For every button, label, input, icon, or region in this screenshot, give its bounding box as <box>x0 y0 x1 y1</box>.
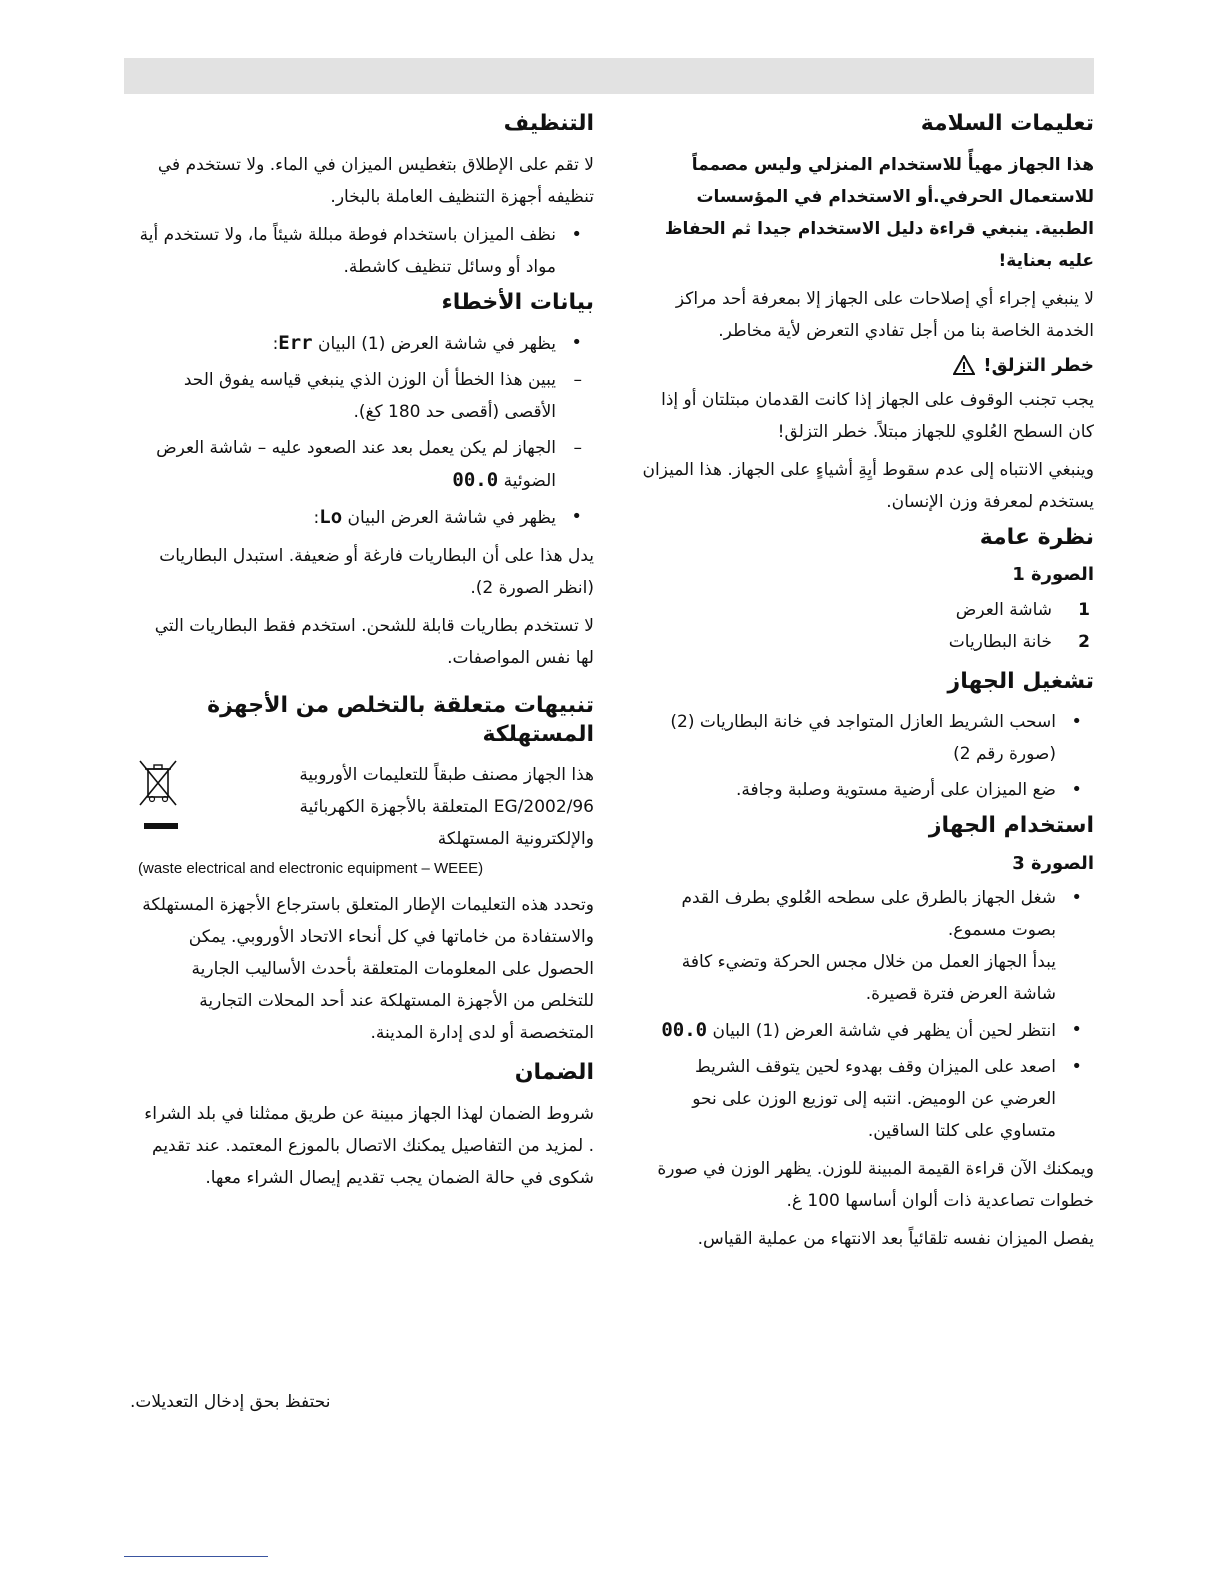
header-bar <box>124 58 1094 94</box>
usage-list <box>640 882 1094 1147</box>
weee-english: (waste electrical and electronic equipment – WEEE) <box>138 860 484 878</box>
errors-title: بيانات الأخطاء <box>441 289 594 315</box>
weee-line-2: 2002/96/EG المتعلقة بالأجهزة الكهربائية <box>299 797 594 818</box>
operation-item: • اسحب الشريط العازل المتواجد في خانة البطاريات (2) (صورة رقم 2) <box>640 706 1094 770</box>
operation-item: • ضع الميزان على أرضية مستوية وصلبة وجافة. <box>640 774 1094 806</box>
overview-item-label: خانة البطاريات <box>948 631 1052 652</box>
errors-list <box>138 327 594 534</box>
lcd-err-display: Err <box>278 332 313 355</box>
footer-note: نحتفظ بحق إدخال التعديلات. <box>130 1392 331 1412</box>
weee-bar <box>144 823 178 829</box>
warning-title-text: خطر التزلق! <box>983 354 1094 376</box>
usage-text-2: يفصل الميزان نفسه تلقائياً بعد الانتهاء من عملية القياس. <box>697 1228 1094 1249</box>
footer-rule <box>124 1556 268 1557</box>
usage-text-1: ويمكنك الآن قراءة القيمة المبينة للوزن. يظهر الوزن في صورة خطوات تصاعدية ذات ألوان أساسها 100 غ. <box>657 1158 1094 1211</box>
error-detail: – يبين هذا الخطأ أن الوزن الذي ينبغي قياسه يفوق الحد الأقصى (أقصى حد 180 كغ). <box>138 364 594 428</box>
weee-line-1: هذا الجهاز مصنف طبقاً للتعليمات الأوروبية <box>299 765 594 786</box>
warning-text-2: وينبغي الانتباه إلى عدم سقوط أيِةِ أشياءٍ على الجهاز. هذا الميزان يستخدم لمعرفة وزن الإنسان. <box>642 459 1094 512</box>
usage-item-1-continued: يبدأ الجهاز العمل من خلال مجس الحركة وتضيء كافة شاشة العرض فترة قصيرة. <box>681 951 1056 1004</box>
operation-title: تشغيل الجهاز <box>947 668 1094 694</box>
lcd-zero-display: 00.0 <box>661 1018 708 1041</box>
overview-item-number: 2 <box>1078 631 1090 652</box>
battery-text: يدل هذا على أن البطاريات فارغة أو ضعيفة. استبدل البطاريات (انظر الصورة 2). <box>159 546 594 599</box>
overview-item <box>640 594 1094 626</box>
weee-block <box>138 759 594 855</box>
weee-text <box>186 759 594 855</box>
error-item: • يظهر في شاشة العرض (1) البيان Err: <box>138 327 594 360</box>
error-detail <box>138 432 594 497</box>
operation-list <box>640 706 1094 806</box>
figure-3-label: الصورة 3 <box>1012 852 1094 874</box>
cleaning-title: التنظيف <box>503 111 594 136</box>
battery-text-2: لا تستخدم بطاريات قابلة للشحن. استخدم فقط البطاريات التي لها نفس المواصفات. <box>154 616 594 669</box>
warning-title <box>640 353 1094 378</box>
lcd-lo-display: Lo <box>319 506 343 529</box>
crossed-bin-icon <box>138 759 178 813</box>
cleaning-item: • نظف الميزان باستخدام فوطة مبللة شيئاً ما، ولا تستخدم أية مواد أو وسائل تنظيف كاشطة. <box>138 219 594 283</box>
disposal-title: تنبيهات متعلقة بالتخلص من الأجهزة المستهلكة <box>207 693 594 747</box>
warranty-title: الضمان <box>514 1060 594 1086</box>
error-item: • يظهر في شاشة العرض البيان Lo: <box>138 501 594 534</box>
overview-title: نظرة عامة <box>979 524 1094 550</box>
weee-line-3: والإلكترونية المستهلكة <box>437 829 594 850</box>
usage-item <box>640 1014 1094 1047</box>
right-column <box>640 110 1094 1261</box>
usage-title: استخدام الجهاز <box>928 813 1094 839</box>
error-item-text: يظهر في شاشة العرض (1) البيان <box>318 334 556 355</box>
safety-title: تعليمات السلامة <box>920 111 1094 136</box>
safety-text: لا ينبغي إجراء أي إصلاحات على الجهاز إلا بمعرفة أحد مراكز الخدمة الخاصة بنا من أجل تفادي التعرض لأية مخاطر. <box>675 288 1094 341</box>
figure-1-label: الصورة 1 <box>1012 564 1094 586</box>
usage-item-1-text: شغل الجهاز بالطرق على سطحه العُلوي بطرف القدم بصوت مسموع. <box>681 887 1056 940</box>
usage-item <box>640 882 1094 1010</box>
usage-item: • اصعد على الميزان وقف بهدوء لحين يتوقف الشريط العرضي عن الوميض. انتبه إلى توزيع الوزن على نحو متساوي على كلتا الساقين. <box>640 1051 1094 1147</box>
left-column <box>138 110 594 1200</box>
error-item-text: يظهر في شاشة العرض البيان <box>347 508 556 529</box>
warning-text-1: يجب تجنب الوقوف على الجهاز إذا كانت القدمان مبتلتان أو إذا كان السطح العُلوي للجهاز مبتلاً. خطر التزلق! <box>661 389 1094 442</box>
usage-item-2-text: انتظر لحين أن يظهر في شاشة العرض (1) البيان <box>712 1020 1056 1041</box>
overview-item-label: شاشة العرض <box>955 599 1052 620</box>
weee-symbol <box>138 759 178 829</box>
disposal-text: وتحدد هذه التعليمات الإطار المتعلق باسترجاع الأجهزة المستهلكة والاستفادة من خاماتها في كل أنحاء الاتحاد الأوروبي. يمكن الحصول على المعلومات المتعلقة بأحدث الأساليب الجارية للتخلص من الأجهزة المستهلكة عند أحد المحلات التجارية المتخصصة أو لدى إدارة المدينة. <box>142 895 594 1044</box>
error-detail-text: الجهاز لم يكن يعمل بعد عند الصعود عليه – شاشة العرض الضوئية <box>156 438 556 492</box>
lcd-zero-display: 00.0 <box>452 469 499 492</box>
overview-item <box>640 626 1094 658</box>
warning-icon <box>953 355 975 375</box>
safety-bold-text: هذا الجهاز مهيأً للاستخدام المنزلي وليس مصمماً للاستعمال الحرفي.أو الاستخدام في المؤسسات الطبية. ينبغي قراءة دليل الاستخدام جيدا ثم الحفاظ عليه بعناية! <box>664 154 1094 271</box>
overview-item-number: 1 <box>1078 599 1090 620</box>
cleaning-text: لا تقم على الإطلاق بتغطيس الميزان في الماء. ولا تستخدم في تنظيفه أجهزة التنظيف العاملة بالبخار. <box>157 154 594 207</box>
cleaning-list <box>138 219 594 283</box>
warranty-text: شروط الضمان لهذا الجهاز مبينة عن طريق ممثلنا في بلد الشراء . لمزيد من التفاصيل يمكنك الاتصال بالموزع المعتمد. عند تقديم شكوى في حالة الضمان يجب تقديم إيصال الشراء معها. <box>144 1103 594 1188</box>
